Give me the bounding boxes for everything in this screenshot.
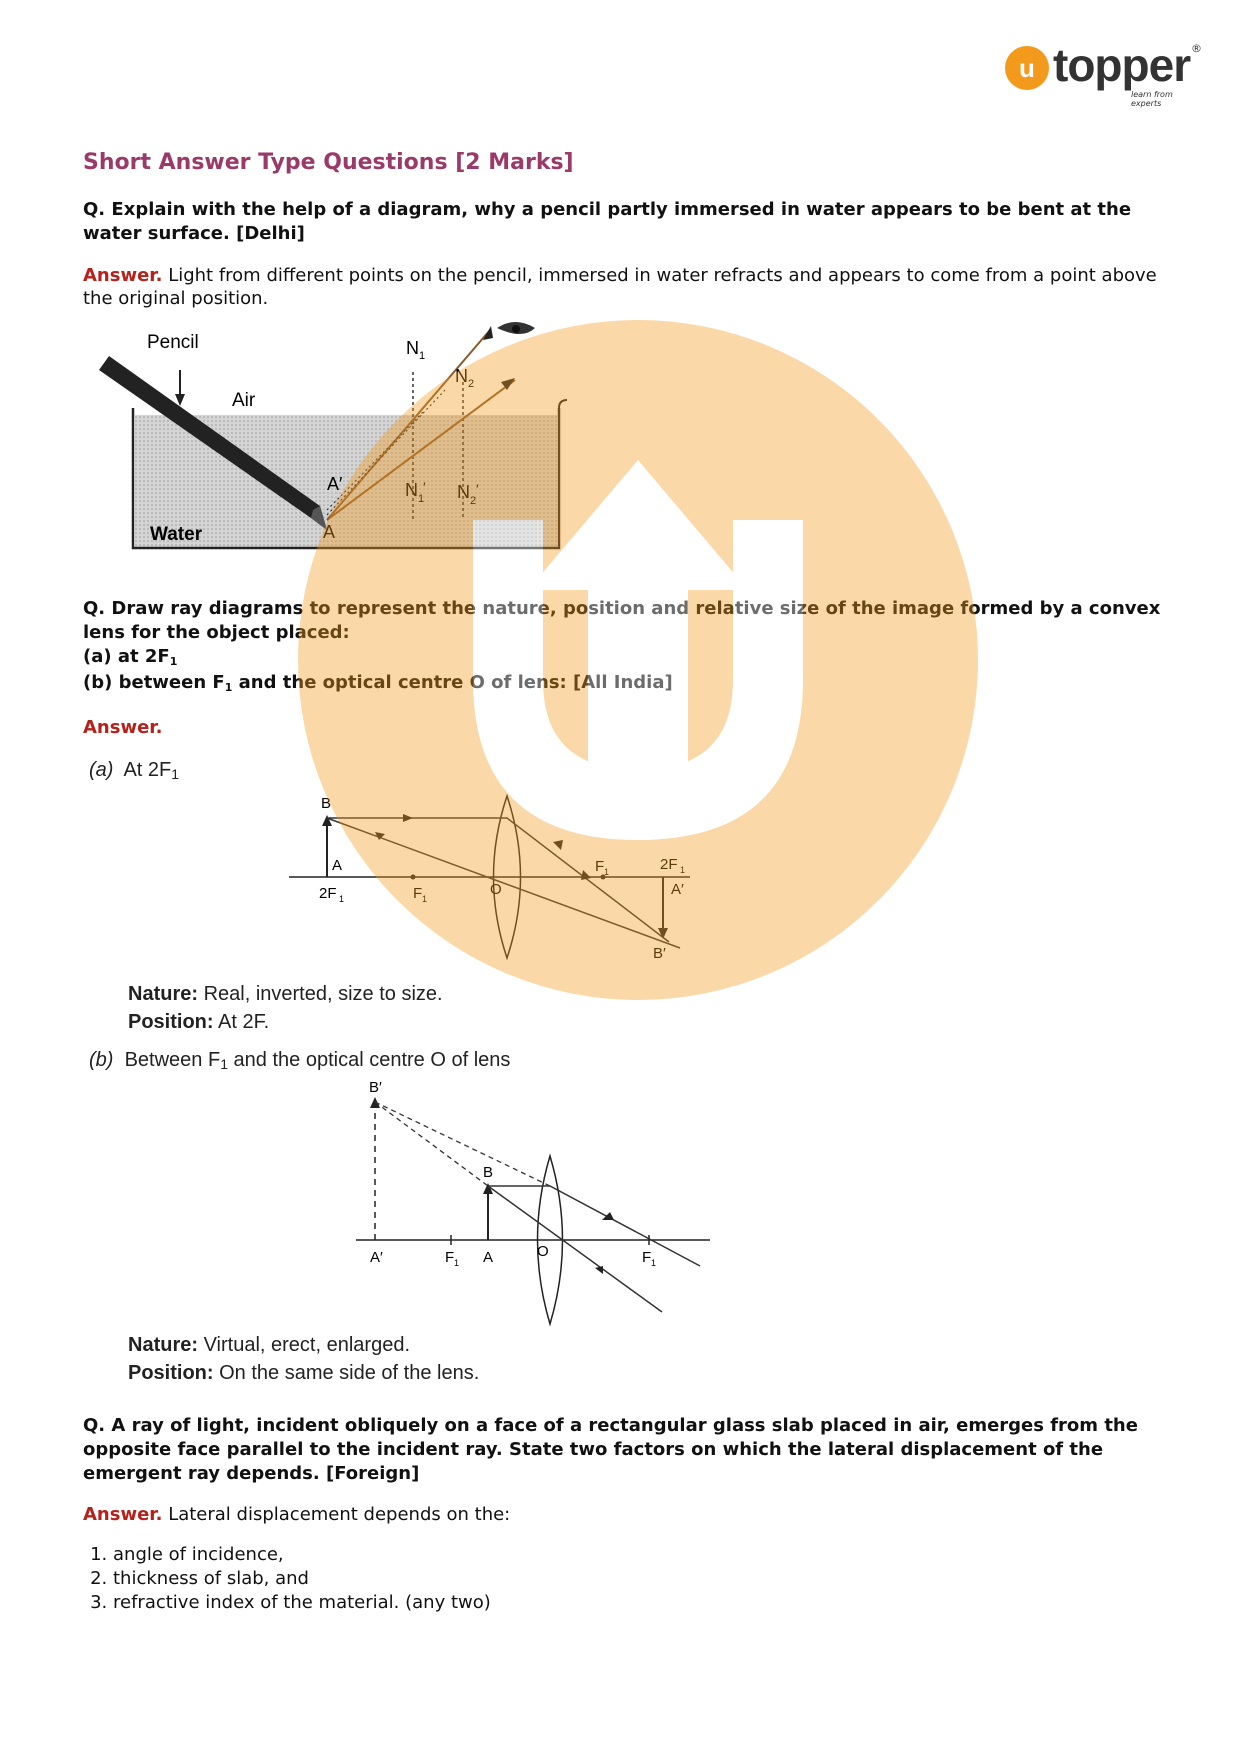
label-f1-right: F [595, 858, 605, 875]
label-b: B [321, 795, 332, 812]
label-n2-prime-sub: 2 [470, 495, 477, 507]
case-b-nature: Virtual, erect, enlarged. [203, 1334, 410, 1356]
label-f1-left-sub: 1 [454, 1258, 460, 1268]
label-n2: N [455, 366, 468, 386]
question-2-part-b [83, 671, 1163, 697]
label-pencil: Pencil [147, 332, 199, 353]
position-label: Position: [128, 1011, 214, 1033]
case-b-title [89, 1046, 510, 1075]
lens-diagram-between-f1-o [350, 1080, 720, 1330]
label-f1-left-sub: 1 [422, 894, 428, 904]
part-b-suffix: and the optical centre O of lens: [All India] [232, 672, 673, 693]
case-a-caption [128, 980, 443, 1036]
part-a-prefix: (a) at 2F [83, 646, 170, 667]
question-3: Q. A ray of light, incident obliquely on a face of a rectangular glass slab placed in air, emerges from the opposite face parallel to the incident ray. State two factors on which the lateral displacement of the emergent ray depends. [Foreign] [83, 1415, 1138, 1484]
label-a: A [323, 522, 336, 542]
label-n2-prime: N [457, 482, 470, 502]
part-b-sub: 1 [224, 681, 233, 694]
ray-through-centre [488, 1186, 662, 1312]
label-o: O [537, 1243, 549, 1260]
label-n1-prime-sub: 1 [418, 493, 425, 505]
position-label: Position: [128, 1362, 214, 1384]
label-n2-sub: 2 [468, 378, 475, 390]
brand-name: topper [1053, 39, 1191, 91]
factors-list-wrap [83, 1543, 491, 1615]
answer-label: Answer. [83, 1504, 163, 1525]
registered-mark: ® [1191, 42, 1202, 55]
label-a: A [483, 1249, 494, 1266]
case-b-caption [128, 1331, 479, 1387]
case-a-nature: Real, inverted, size to size. [203, 983, 443, 1005]
label-n1-prime: N [405, 480, 418, 500]
factors-list [83, 1543, 491, 1615]
list-item: 3. refractive index of the material. (any two) [113, 1591, 491, 1615]
label-b: B [483, 1164, 494, 1181]
label-water: Water [150, 524, 203, 545]
label-a-prime: A′ [671, 881, 684, 898]
nature-label: Nature: [128, 1334, 199, 1356]
label-a: A [332, 857, 343, 874]
brand-tagline: learn from experts [1131, 90, 1173, 108]
question-2-part-a [83, 645, 1163, 671]
list-item: 2. thickness of slab, and [113, 1567, 491, 1591]
label-b-prime: B′ [369, 1080, 382, 1096]
part-b-prefix: (b) between F [83, 672, 225, 693]
label-2f1-left-sub: 1 [339, 894, 345, 904]
virtual-ray-1 [375, 1102, 550, 1186]
question-2-text: Q. Draw ray diagrams to represent the nature, position and relative size of the image formed by a convex lens for the object placed: [83, 598, 1161, 643]
label-o: O [490, 881, 502, 898]
case-a-position: At 2F. [218, 1011, 270, 1033]
question-2 [83, 597, 1163, 697]
label-n1-prime-mark: ′ [423, 479, 426, 495]
case-b-label: (b) [89, 1049, 114, 1071]
label-2f1-left: 2F [319, 885, 337, 902]
case-b-title-suffix: and the optical centre O of lens [227, 1049, 511, 1071]
case-a-label: (a) [89, 759, 114, 781]
label-a-prime: A′ [327, 474, 343, 494]
answer-label: Answer. [83, 265, 163, 286]
label-2f1-right: 2F [660, 856, 678, 873]
case-a-title-sub: 1 [171, 766, 180, 782]
label-air: Air [232, 390, 256, 411]
case-b-position: On the same side of the lens. [219, 1362, 480, 1384]
label-b-prime: B′ [653, 945, 666, 962]
nature-label: Nature: [128, 983, 199, 1005]
brand-logo [1003, 39, 1203, 108]
answer-3-text: Lateral displacement depends on the: [168, 1504, 511, 1525]
label-f1-right: F [642, 1249, 652, 1266]
label-f1-right-sub: 1 [651, 1258, 657, 1268]
section-heading: Short Answer Type Questions [2 Marks] [83, 150, 574, 175]
lens-diagram-2f1 [285, 790, 705, 965]
label-f1-left: F [445, 1249, 455, 1266]
answer-1 [83, 264, 1163, 310]
case-b-title-prefix: Between F [124, 1049, 221, 1071]
pencil-refraction-diagram [95, 320, 595, 570]
question-1: Q. Explain with the help of a diagram, why a pencil partly immersed in water appears to be bent at the water surface. [Delhi] [83, 199, 1132, 244]
list-item: 1. angle of incidence, [113, 1543, 491, 1567]
label-2f1-right-sub: 1 [680, 865, 686, 875]
label-n1-sub: 1 [419, 350, 426, 362]
label-a-prime: A′ [370, 1249, 383, 1266]
label-n2-prime-mark: ′ [476, 481, 479, 497]
answer-1-text: Light from different points on the pencil, immersed in water refracts and appears to come from a point above the original position. [83, 265, 1157, 309]
label-f1-right-sub: 1 [604, 867, 610, 877]
svg-text:u: u [1019, 53, 1035, 83]
label-n1: N [406, 338, 419, 358]
answer-2-label: Answer. [83, 717, 163, 738]
answer-3 [83, 1503, 510, 1526]
case-a-title-text: At 2F [123, 759, 172, 781]
ray-parallel [488, 1186, 700, 1266]
virtual-ray-2 [375, 1102, 488, 1186]
case-b-title-sub: 1 [220, 1056, 228, 1072]
case-a-title [89, 756, 179, 785]
label-f1-left: F [413, 885, 423, 902]
part-a-sub: 1 [169, 655, 178, 668]
